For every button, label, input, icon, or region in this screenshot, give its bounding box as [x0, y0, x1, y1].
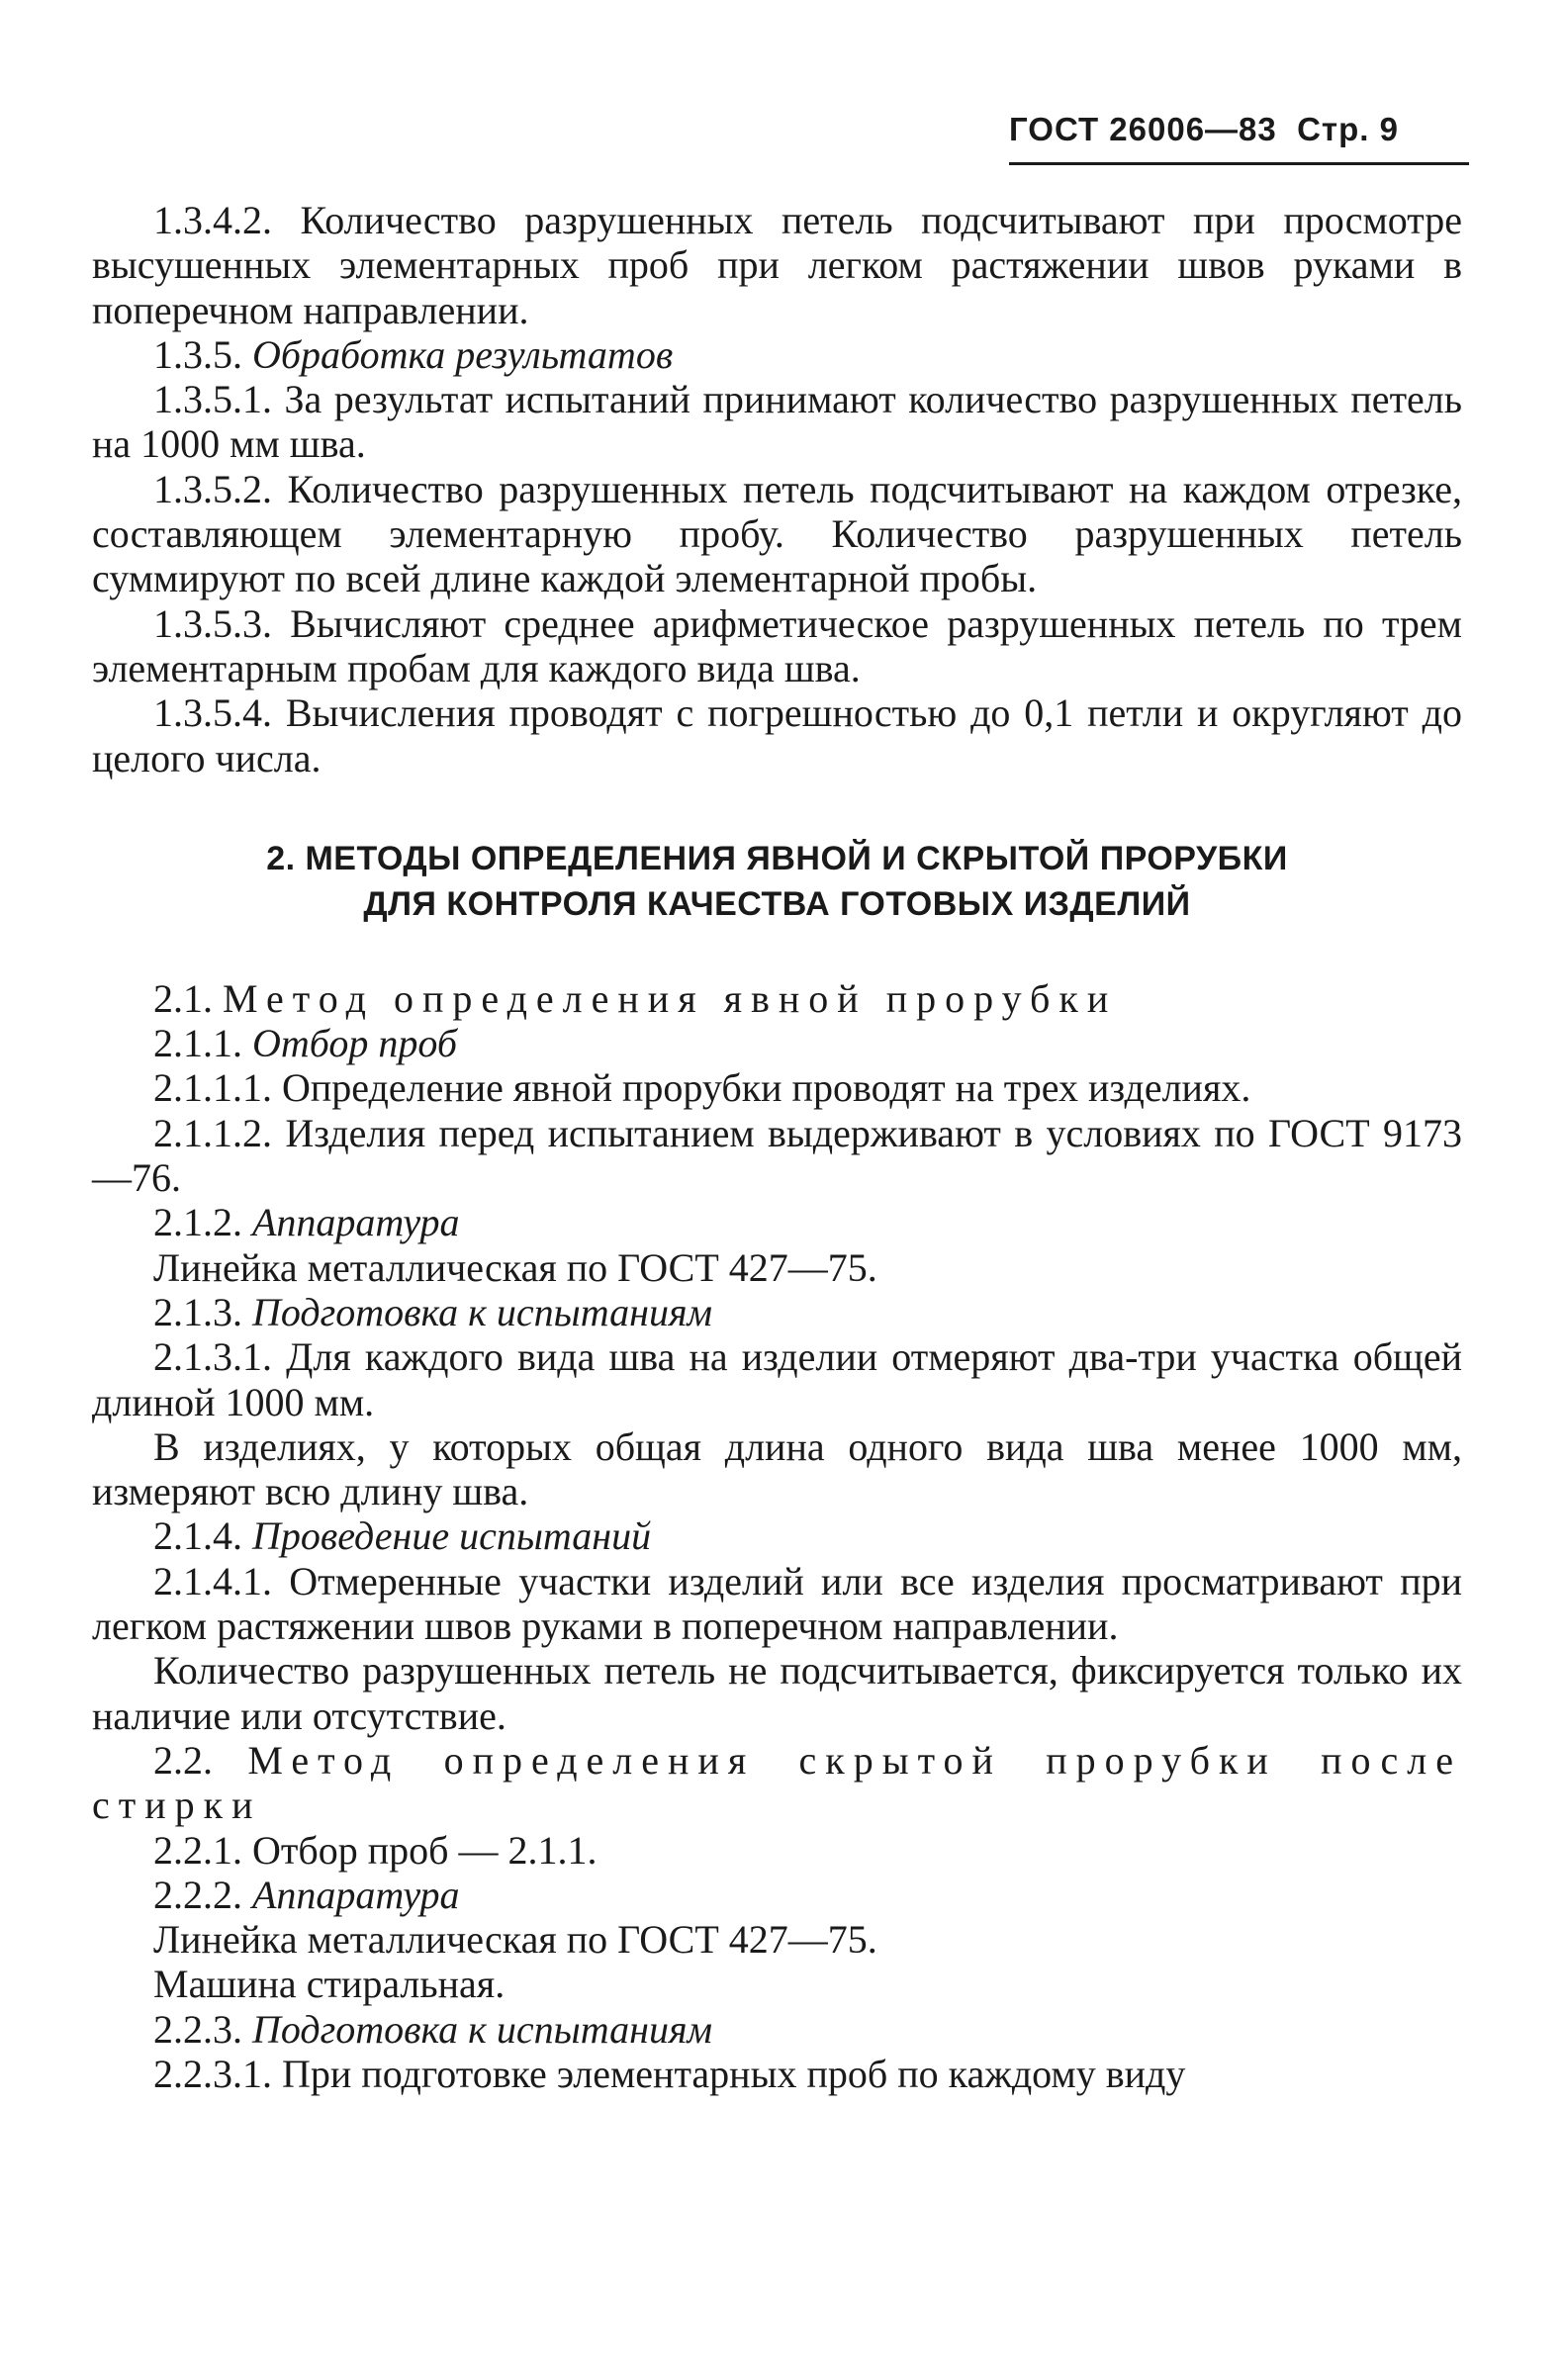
heading-title: Подготовка к испытаниям [252, 1289, 713, 1334]
heading-2-1-2 [92, 1200, 1462, 1244]
heading-title: Метод определения явной прорубки [223, 975, 1118, 1021]
paragraph-1-3-5-4: 1.3.5.4. Вычисления проводят с погрешностью до 0,1 петли и округляют до целого числа. [92, 690, 1462, 780]
heading-title: Подготовка к испытаниям [252, 2006, 713, 2052]
heading-number: 2.2.3. [153, 2006, 242, 2052]
paragraph-2-1-3-1: 2.1.3.1. Для каждого вида шва на изделии отмеряют два-три участка общей длиной 1000 мм. [92, 1334, 1462, 1424]
section-title-line-2: ДЛЯ КОНТРОЛЯ КАЧЕСТВА ГОТОВЫХ ИЗДЕЛИЙ [363, 884, 1191, 923]
standard-number: ГОСТ 26006—83 [1009, 111, 1277, 147]
paragraph-1-3-5-3: 1.3.5.3. Вычисляют среднее арифметическое разрушенных петель по трем элементарным пробам для каждого вида шва. [92, 600, 1462, 690]
paragraph-2-1-1-2: 2.1.1.2. Изделия перед испытанием выдерживают в условиях по ГОСТ 9173—76. [92, 1110, 1462, 1201]
heading-2-2 [92, 1738, 1462, 1828]
heading-2-1-1 [92, 1021, 1462, 1065]
paragraph-1-3-5-1: 1.3.5.1. За результат испытаний принимают количество разрушенных петель на 1000 мм шва. [92, 377, 1462, 467]
heading-2-1-3 [92, 1290, 1462, 1334]
paragraph-2-1-4-1: 2.1.4.1. Отмеренные участки изделий или все изделия просматривают при легком растяжении швов руками в поперечном направлении. [92, 1558, 1462, 1649]
heading-2-2-3 [92, 2007, 1462, 2052]
heading-1-3-5 [92, 332, 1462, 377]
section-title-line-1: 2. МЕТОДЫ ОПРЕДЕЛЕНИЯ ЯВНОЙ И СКРЫТОЙ ПРОРУБКИ [266, 839, 1288, 877]
paragraph-washing-machine: Машина стиральная. [153, 1962, 506, 2007]
paragraph-2-2-3-1: 2.2.3.1. При подготовке элементарных проб по каждому виду [153, 2051, 1186, 2096]
heading-number: 1.3.5. [153, 331, 242, 377]
heading-number: 2.1.3. [153, 1289, 242, 1334]
page-number: Стр. 9 [1297, 111, 1399, 147]
paragraph-1-3-5-2: 1.3.5.2. Количество разрушенных петель подсчитывают на каждом отрезке, составляющем элементарную пробу. Количество разрушенных петель суммируют по всей длине каждой элементарной пробы. [92, 466, 1462, 601]
heading-title: Проведение испытаний [252, 1513, 652, 1559]
heading-title: Отбор проб [252, 1021, 457, 1066]
heading-number: 2.2. [153, 1737, 213, 1783]
heading-2-1-4 [92, 1513, 1462, 1558]
heading-number: 2.1.1. [153, 1021, 242, 1066]
heading-number: 2.1. [153, 975, 213, 1021]
body-text [92, 198, 1462, 2096]
heading-number: 2.2.2. [153, 1872, 242, 1917]
heading-title: Аппаратура [252, 1200, 460, 1245]
paragraph-2-2-1: 2.2.1. Отбор проб — 2.1.1. [153, 1827, 598, 1873]
heading-2-1 [92, 976, 1462, 1021]
paragraph-ruler-2: Линейка металлическая по ГОСТ 427—75. [153, 1917, 877, 1963]
paragraph-2-1-1-1: 2.1.1.1. Определение явной прорубки проводят на трех изделиях. [153, 1065, 1251, 1111]
paragraph-1-3-4-2: 1.3.4.2. Количество разрушенных петель подсчитывают при просмотре высушенных элементарных проб при легком растяжении швов руками в поперечном направлении. [92, 198, 1462, 332]
heading-title: Метод определения скрытой прорубки после стирки [92, 1737, 1462, 1828]
heading-number: 2.1.4. [153, 1513, 242, 1559]
paragraph-2-1-4-1-b: Количество разрушенных петель не подсчитывается, фиксируется только их наличие или отсутствие. [92, 1648, 1462, 1738]
heading-title: Обработка результатов [252, 331, 674, 377]
paragraph-ruler-1: Линейка металлическая по ГОСТ 427—75. [153, 1244, 877, 1290]
heading-title: Аппаратура [252, 1872, 460, 1917]
section-2-title [92, 836, 1462, 927]
heading-2-2-2 [92, 1873, 1462, 1917]
page-header [1009, 111, 1469, 148]
paragraph-2-1-3-1-b: В изделиях, у которых общая длина одного вида шва менее 1000 мм, измеряют всю длину шва. [92, 1423, 1462, 1514]
header-rule [1009, 162, 1469, 165]
heading-number: 2.1.2. [153, 1200, 242, 1245]
